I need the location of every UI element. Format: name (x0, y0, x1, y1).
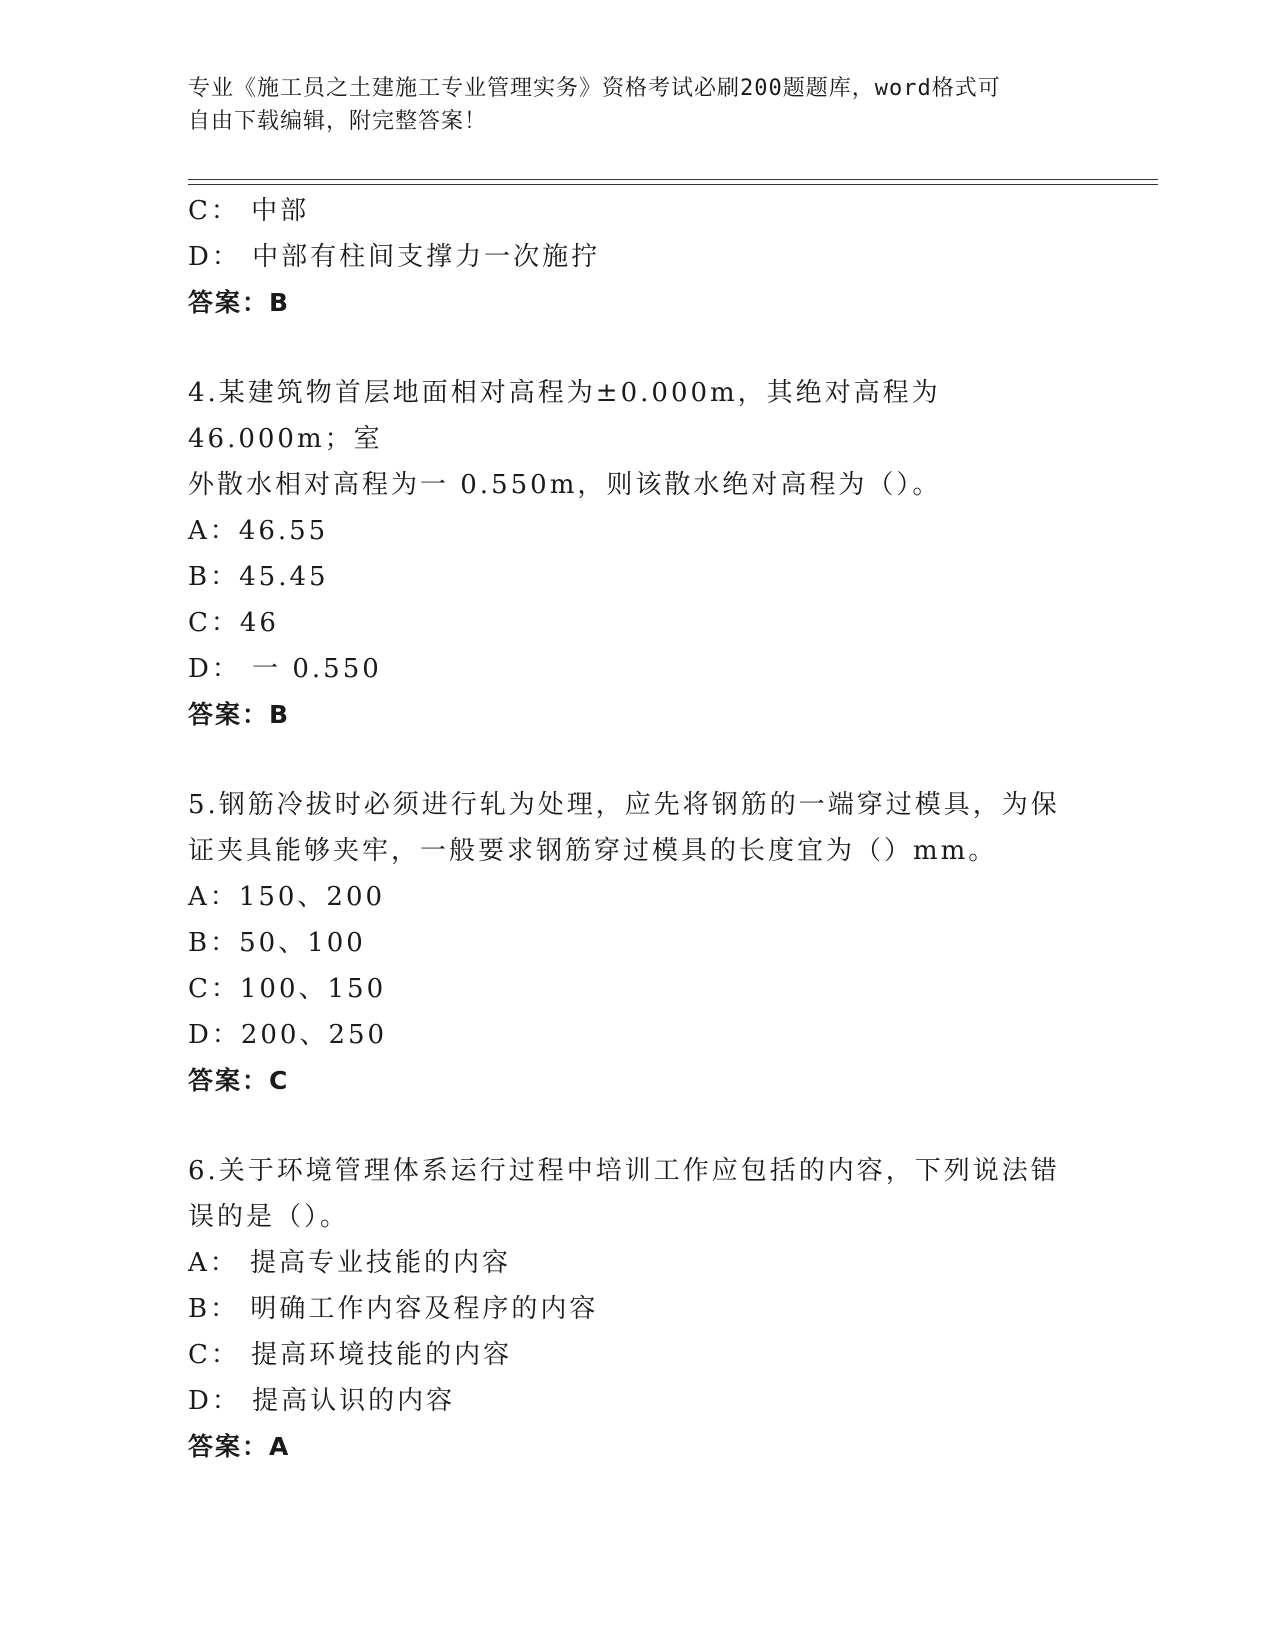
option-a: A：46.55 (188, 516, 329, 546)
option-c: C： 提高环境技能的内容 (188, 1340, 513, 1370)
page-header (188, 72, 1068, 138)
question-stem-line-1: 6.关于环境管理体系运行过程中培训工作应包括的内容，下列说法错 (188, 1156, 1060, 1186)
option-c: C： 中部 (188, 196, 310, 226)
question-content (188, 188, 1088, 1470)
answer-label: 答案：B (188, 700, 291, 729)
question-stem-line-2: 外散水相对高程为一 0.550m，则该散水绝对高程为（）。 (188, 470, 942, 500)
question-4 (188, 370, 1088, 738)
question-stem-line-2: 误的是（）。 (188, 1202, 350, 1232)
option-d: D： 提高认识的内容 (188, 1386, 456, 1416)
option-b: B：50、100 (188, 928, 366, 958)
option-c: C：46 (188, 608, 279, 638)
header-divider (188, 179, 1158, 185)
header-title-line-1: 专业《施工员之土建施工专业管理实务》资格考试必刷200题题库，word格式可 (188, 76, 1001, 101)
question-5 (188, 782, 1088, 1104)
header-title-line-2: 自由下载编辑，附完整答案！ (188, 109, 488, 134)
option-c: C：100、150 (188, 974, 387, 1004)
question-stem-line-1: 4.某建筑物首层地面相对高程为±0.000m，其绝对高程为46.000m；室 (188, 378, 941, 454)
option-d: D：200、250 (188, 1020, 388, 1050)
option-d: D： 一 0.550 (188, 654, 382, 684)
option-d: D： 中部有柱间支撑力一次施拧 (188, 242, 601, 272)
option-a: A：150、200 (188, 882, 386, 912)
question-stem-line-2: 证夹具能够夹牢，一般要求钢筋穿过模具的长度宜为（）mm。 (188, 836, 998, 866)
answer-label: 答案：A (188, 1432, 291, 1461)
question-stem-line-1: 5.钢筋冷拔时必须进行轧为处理，应先将钢筋的一端穿过模具，为保 (188, 790, 1060, 820)
option-b: B：45.45 (188, 562, 329, 592)
option-a: A： 提高专业技能的内容 (188, 1248, 512, 1278)
question-6 (188, 1148, 1088, 1470)
question-3-tail (188, 188, 1088, 326)
option-b: B： 明确工作内容及程序的内容 (188, 1294, 599, 1324)
answer-label: 答案：B (188, 288, 291, 317)
answer-label: 答案：C (188, 1066, 290, 1095)
